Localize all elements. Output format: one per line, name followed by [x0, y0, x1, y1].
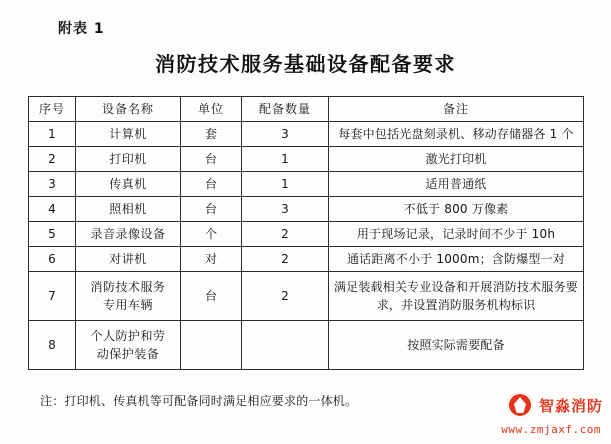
column-header-no: 序号 [29, 97, 76, 122]
cell-qty: 2 [242, 272, 329, 321]
cell-name: 照相机 [76, 197, 181, 222]
cell-qty: 1 [242, 147, 329, 172]
attachment-label: 附表 1 [58, 21, 105, 37]
table-row [29, 197, 584, 222]
note-prefix: 注： [40, 394, 65, 408]
cell-unit: 台 [181, 272, 242, 321]
cell-remark: 满足装载相关专业设备和开展消防技术服务要求，并设置消防服务机构标识 [329, 272, 584, 321]
cell-no: 3 [29, 172, 76, 197]
table-row [29, 147, 584, 172]
cell-name [76, 321, 181, 370]
column-header-qty: 配备数量 [242, 97, 329, 122]
watermark-brand-name: 智淼消防 [538, 396, 603, 415]
table-header-row [29, 97, 584, 122]
table-row [29, 321, 584, 370]
cell-name: 对讲机 [76, 247, 181, 272]
cell-unit: 台 [181, 197, 242, 222]
note-text: 打印机、传真机等可配备同时满足相应要求的一体机。 [64, 394, 358, 408]
cell-name [76, 272, 181, 321]
cell-qty: 2 [242, 247, 329, 272]
cell-name-line1: 消防技术服务 [90, 280, 166, 294]
cell-no: 7 [29, 272, 76, 321]
cell-unit [181, 321, 242, 370]
watermark-url: www.zmjaxf.com [501, 423, 601, 436]
watermark-logo [507, 392, 603, 418]
cell-remark: 每套中包括光盘刻录机、移动存储器各 1 个 [329, 122, 584, 147]
cell-qty: 3 [242, 122, 329, 147]
column-header-remark: 备注 [329, 97, 584, 122]
cell-qty: 1 [242, 172, 329, 197]
table-row [29, 222, 584, 247]
table-row [29, 272, 584, 321]
cell-unit: 台 [181, 147, 242, 172]
cell-no: 4 [29, 197, 76, 222]
cell-name: 录音录像设备 [76, 222, 181, 247]
flame-shield-icon [507, 392, 533, 418]
cell-qty: 3 [242, 197, 329, 222]
cell-name: 计算机 [76, 122, 181, 147]
table-row [29, 247, 584, 272]
table-row [29, 172, 584, 197]
cell-no: 8 [29, 321, 76, 370]
column-header-name: 设备名称 [76, 97, 181, 122]
cell-no: 2 [29, 147, 76, 172]
cell-remark: 不低于 800 万像素 [329, 197, 584, 222]
cell-no: 6 [29, 247, 76, 272]
cell-remark: 按照实际需要配备 [329, 321, 584, 370]
cell-qty: 2 [242, 222, 329, 247]
cell-unit: 台 [181, 172, 242, 197]
cell-no: 5 [29, 222, 76, 247]
table-row [29, 122, 584, 147]
cell-no: 1 [29, 122, 76, 147]
cell-remark: 通话距离不小于 1000m；含防爆型一对 [329, 247, 584, 272]
cell-unit: 个 [181, 222, 242, 247]
cell-qty [242, 321, 329, 370]
cell-name-line2: 动保护装备 [96, 347, 160, 361]
column-header-unit: 单位 [181, 97, 242, 122]
equipment-requirements-table [28, 96, 584, 370]
cell-name: 传真机 [76, 172, 181, 197]
cell-remark: 适用普通纸 [329, 172, 584, 197]
cell-remark: 激光打印机 [329, 147, 584, 172]
cell-name-line2: 专用车辆 [102, 298, 153, 312]
cell-name: 打印机 [76, 147, 181, 172]
cell-remark: 用于现场记录，记录时间不少于 10h [329, 222, 584, 247]
cell-name-line1: 个人防护和劳 [90, 329, 166, 343]
cell-unit: 套 [181, 122, 242, 147]
cell-unit: 对 [181, 247, 242, 272]
table-note [28, 392, 584, 409]
page-title: 消防技术服务基础设备配备要求 [155, 52, 456, 76]
